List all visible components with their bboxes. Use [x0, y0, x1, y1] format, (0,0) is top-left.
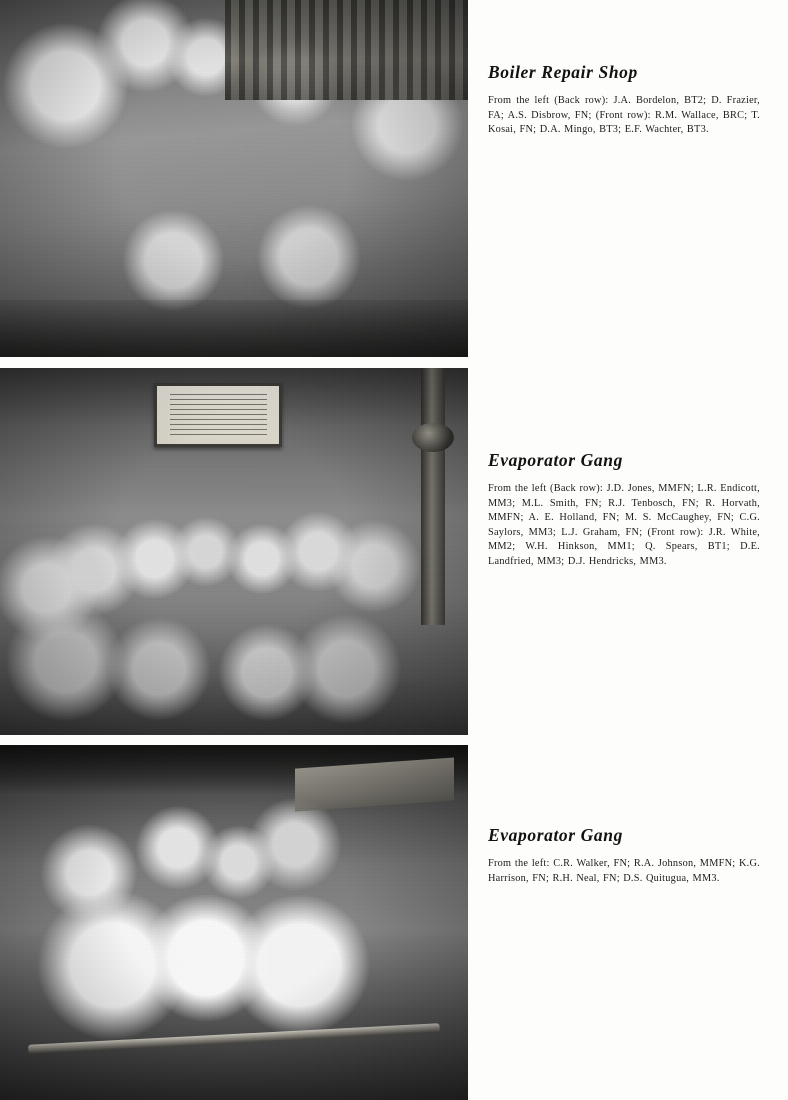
deck-shadow: [0, 300, 468, 357]
photo-content: [0, 0, 468, 357]
caption-title: Evaporator Gang: [488, 450, 623, 470]
caption-title: Boiler Repair Shop: [488, 62, 638, 82]
photo-evaporator-gang-small: [0, 745, 468, 1100]
bulkhead-placard: [154, 383, 282, 448]
photo-content: [0, 745, 468, 1100]
pipe: [421, 368, 444, 625]
photo-boiler-repair-shop: [0, 0, 468, 357]
caption-roster: From the left (Back row): J.D. Jones, MMFN; L.R. Endicott, MM3; M.L. Smith, FN; R.J. Tenbosch, FN; R. Horvath, MMFN; A. E. Holland, FN; M. S. McCaughey, FN; C.G. Saylors, MM3; L.J. Graham, FN; (Front row): J.R. White, MM2; W.H. Hinkson, MM1; Q. Spears, BT1; D.E. Landfried, MM3; D.J. Hendricks, MM3.: [488, 483, 760, 568]
overhead-machinery: [225, 0, 468, 100]
caption-roster: From the left: C.R. Walker, FN; R.A. Johnson, MMFN; K.G. Harrison, FN; R.H. Neal, FN; D.S. Quitugua, MM3.: [488, 858, 760, 884]
photo-evaporator-gang-large: [0, 368, 468, 735]
caption-block-evaporator-gang-large: [488, 450, 760, 570]
caption-block-boiler-repair-shop: [488, 62, 760, 138]
caption-block-evaporator-gang-small: [488, 825, 760, 886]
placard-text-lines: [170, 394, 267, 436]
caption-title: Evaporator Gang: [488, 825, 623, 845]
photo-content: [0, 368, 468, 735]
caption-roster: From the left (Back row): J.A. Bordelon, BT2; D. Frazier, FA; A.S. Disbrow, FN; (Front row): R.M. Wallace, BRC; T. Kosai, FN; D.A. Mingo, BT3; E.F. Wachter, BT3.: [488, 95, 760, 136]
